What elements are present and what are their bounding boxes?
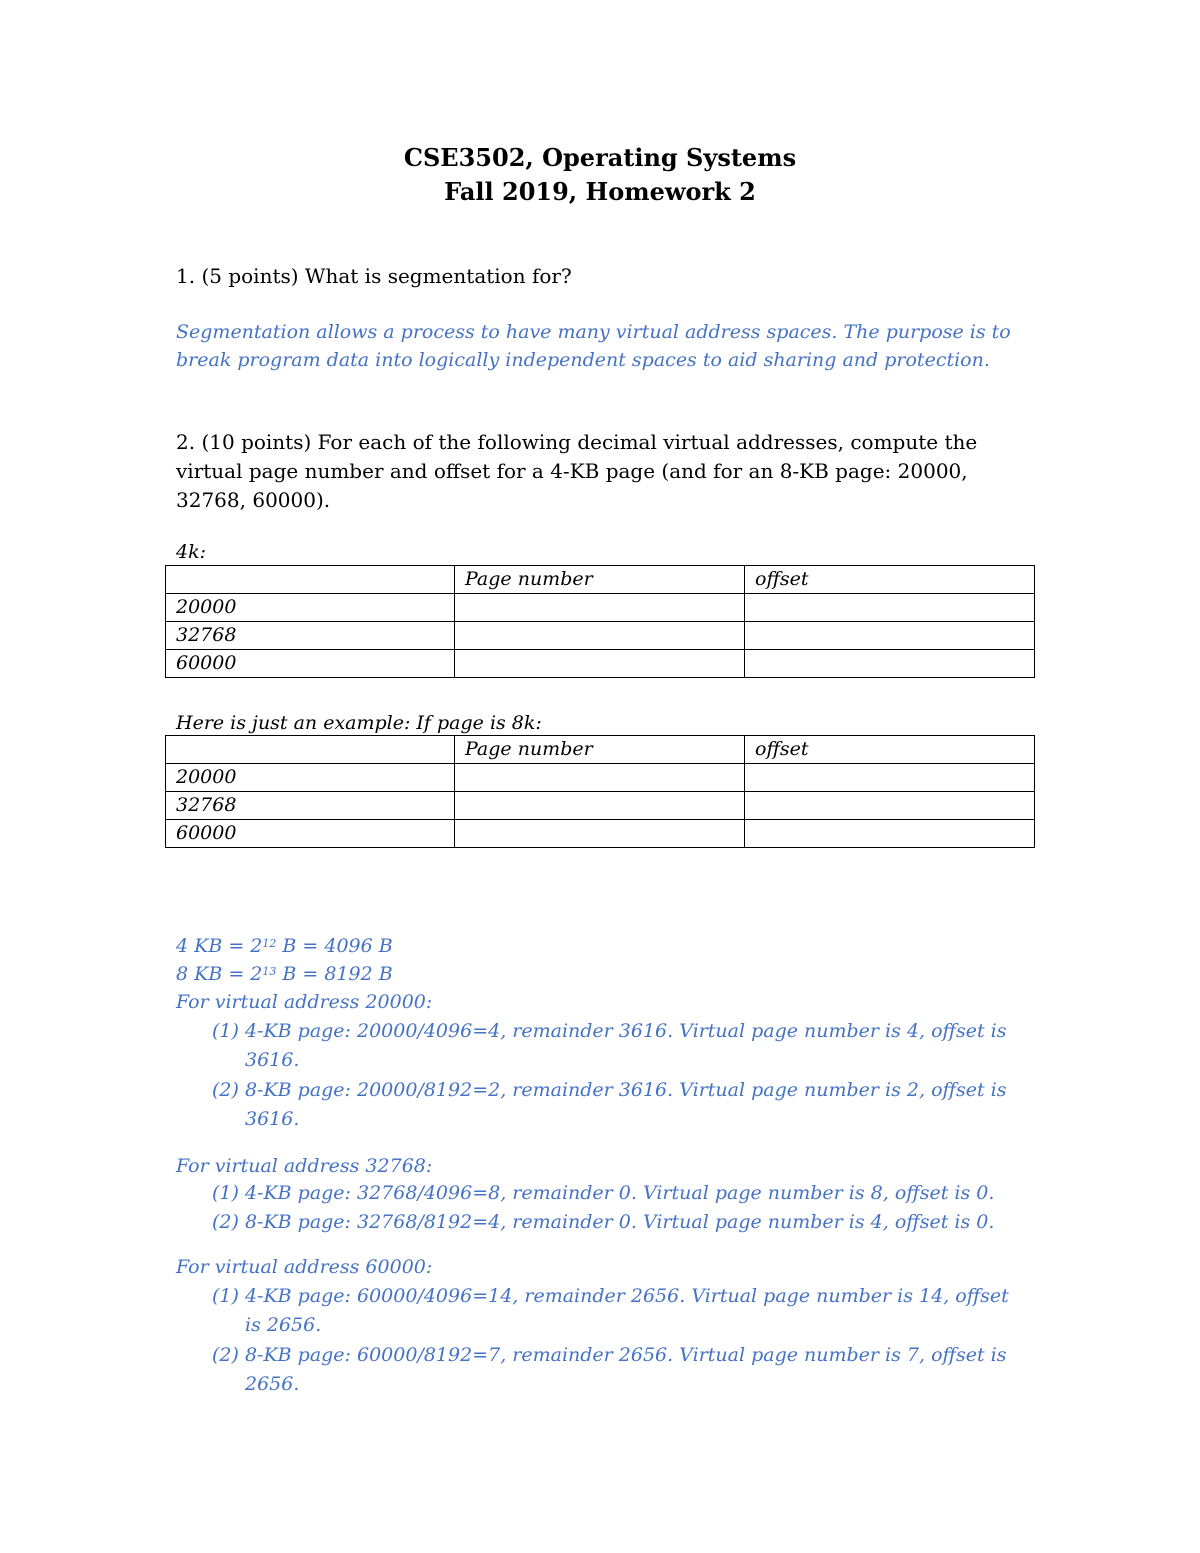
table-cell-offset — [745, 820, 1035, 848]
solution-item: (2) 8-KB page: 32768/8192=4, remainder 0. Virtual page number is 4, offset is 0. — [212, 1211, 995, 1233]
solution-heading-20000: For virtual address 20000: — [176, 991, 433, 1013]
table-row-address: 20000 — [166, 594, 455, 622]
table-header-row — [166, 566, 1035, 594]
solution-item: (1) 4-KB page: 60000/4096=14, remainder 2656. Virtual page number is 14, offset — [212, 1285, 1009, 1307]
solution-exponent: 13 — [262, 965, 277, 978]
course-title: CSE3502, Operating Systems — [403, 143, 797, 172]
table-row — [166, 594, 1035, 622]
table-row-address: 20000 — [166, 764, 455, 792]
solution-item: (2) 8-KB page: 60000/8192=7, remainder 2656. Virtual page number is 7, offset is — [212, 1344, 1007, 1366]
solution-item: is 2656. — [245, 1314, 322, 1336]
table-cell-page-number — [455, 622, 745, 650]
solution-item: 2656. — [245, 1373, 300, 1395]
table-cell-page-number — [455, 650, 745, 678]
table-row — [166, 792, 1035, 820]
table-row — [166, 820, 1035, 848]
table-4k-label: 4k: — [176, 541, 207, 563]
solution-heading-60000: For virtual address 60000: — [176, 1256, 433, 1278]
solution-item: (2) 8-KB page: 20000/8192=2, remainder 3616. Virtual page number is 2, offset is — [212, 1079, 1007, 1101]
table-row-address: 60000 — [166, 650, 455, 678]
table-cell-offset — [745, 650, 1035, 678]
solution-text: 4 KB = 2 — [176, 935, 263, 957]
question-1-text: (5 points) What is segmentation for? — [201, 264, 572, 288]
table-cell-offset — [745, 594, 1035, 622]
question-2-line: 32768, 60000). — [176, 488, 331, 512]
solution-text: 8 KB = 2 — [176, 963, 263, 985]
question-1 — [176, 262, 1016, 291]
solution-4kb-line — [176, 932, 393, 960]
table-header-cell: Page number — [455, 736, 745, 764]
solution-item: (1) 4-KB page: 20000/4096=4, remainder 3616. Virtual page number is 4, offset is — [212, 1020, 1007, 1042]
table-header-cell: Page number — [455, 566, 745, 594]
answer-1 — [176, 318, 1036, 374]
table-cell-page-number — [455, 792, 745, 820]
question-2-number: 2. — [176, 430, 196, 454]
solution-item: (1) 4-KB page: 32768/4096=8, remainder 0. Virtual page number is 8, offset is 0. — [212, 1182, 995, 1204]
table-cell-page-number — [455, 594, 745, 622]
solution-text: B = 4096 B — [276, 935, 393, 957]
question-1-number: 1. — [176, 264, 196, 288]
solution-text: B = 8192 B — [276, 963, 393, 985]
table-row — [166, 650, 1035, 678]
table-row — [166, 764, 1035, 792]
table-row-address: 60000 — [166, 820, 455, 848]
table-8k — [165, 735, 1035, 848]
solution-exponent: 12 — [262, 937, 277, 950]
homework-title: Fall 2019, Homework 2 — [444, 177, 756, 206]
solution-8kb-line — [176, 960, 393, 988]
table-cell-offset — [745, 622, 1035, 650]
answer-1-line: break program data into logically independent spaces to aid sharing and protection. — [176, 349, 990, 371]
question-2 — [176, 428, 1016, 515]
table-row — [166, 622, 1035, 650]
solution-heading-32768: For virtual address 32768: — [176, 1155, 433, 1177]
solution-item: 3616. — [245, 1108, 300, 1130]
table-header-row — [166, 736, 1035, 764]
table-row-address: 32768 — [166, 792, 455, 820]
question-2-line: virtual page number and offset for a 4-KB page (and for an 8-KB page: 20000, — [176, 459, 968, 483]
table-cell-page-number — [455, 820, 745, 848]
table-cell-page-number — [455, 764, 745, 792]
solution-item: 3616. — [245, 1049, 300, 1071]
table-cell-offset — [745, 792, 1035, 820]
question-2-line: (10 points) For each of the following decimal virtual addresses, compute the — [201, 430, 978, 454]
table-header-cell — [166, 736, 455, 764]
table-row-address: 32768 — [166, 622, 455, 650]
table-4k — [165, 565, 1035, 678]
table-cell-offset — [745, 764, 1035, 792]
table-header-cell: offset — [745, 736, 1035, 764]
answer-1-line: Segmentation allows a process to have many virtual address spaces. The purpose is to — [176, 321, 1011, 343]
table-8k-label: Here is just an example: If page is 8k: — [176, 712, 542, 734]
table-header-cell — [166, 566, 455, 594]
table-header-cell: offset — [745, 566, 1035, 594]
